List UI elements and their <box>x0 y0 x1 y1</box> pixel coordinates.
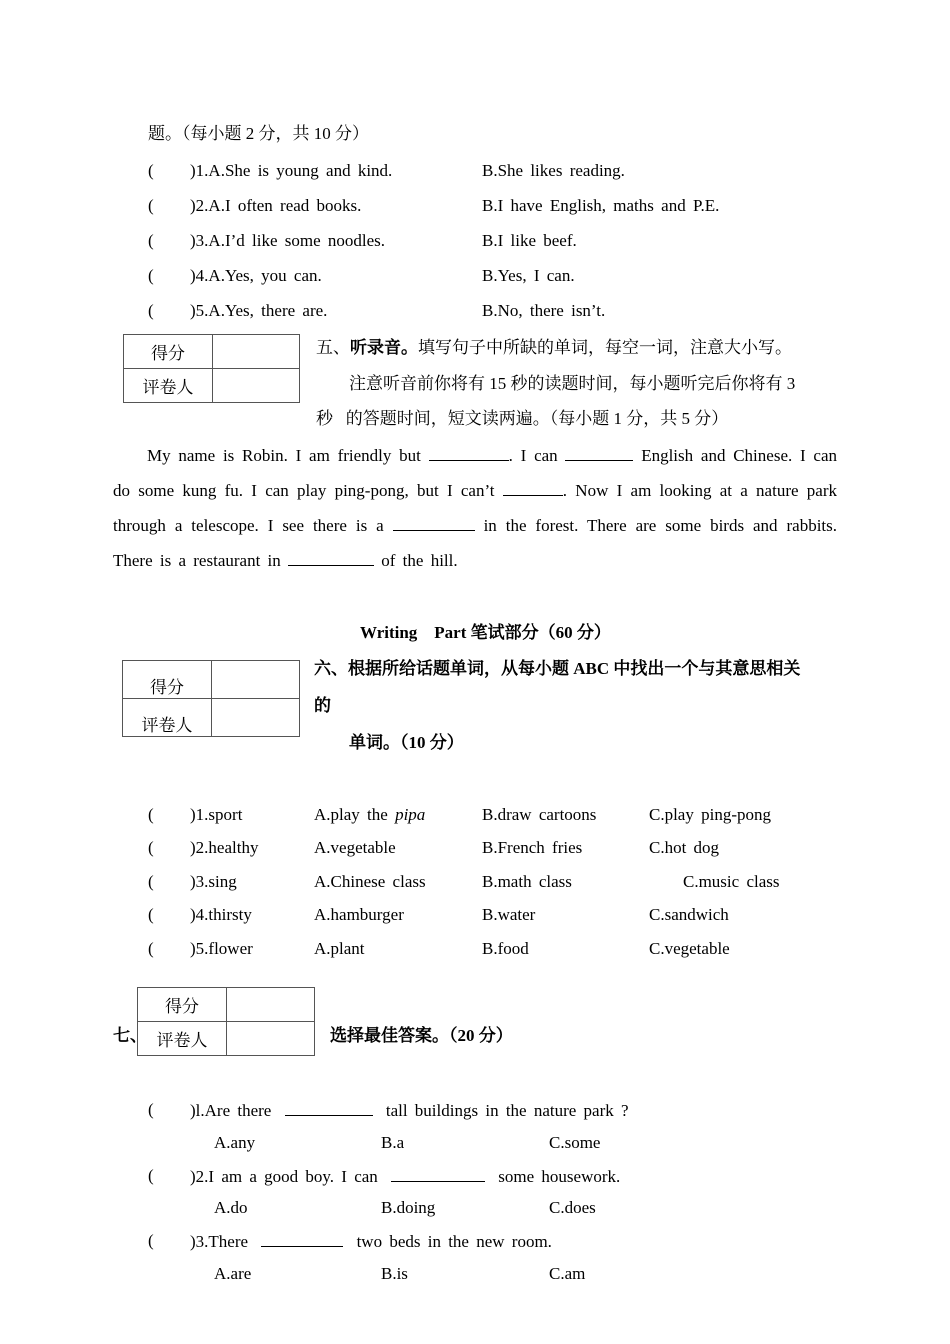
question <box>190 1167 620 1185</box>
score-box-section5 <box>123 334 300 403</box>
question <box>190 1101 629 1119</box>
option-a: A.plant <box>314 939 365 958</box>
option-a: A.Chinese class <box>314 872 426 891</box>
section4-instruction-tail: 题。（每小题 2 分，共 10 分） <box>148 124 369 143</box>
answer-paren: ( <box>148 231 154 250</box>
score-field[interactable] <box>213 335 300 369</box>
topic-word: )3.sing <box>190 872 237 891</box>
answer-paren: ( <box>148 1166 154 1185</box>
blank-4[interactable] <box>393 516 475 531</box>
question-text: )3.There <box>190 1232 249 1251</box>
score-field[interactable] <box>227 988 315 1022</box>
grader-label: 评卷人 <box>138 1022 227 1056</box>
grader-field[interactable] <box>212 699 300 737</box>
section6-title-line3: 单词。（10 分） <box>349 733 464 752</box>
question-text: )2.I am a good boy. I can <box>190 1167 378 1186</box>
answer-blank[interactable] <box>391 1167 485 1182</box>
section-title-rest: 填写句子中所缺的单词，每空一词，注意大小写。 <box>418 338 792 357</box>
answer-paren: ( <box>148 939 154 958</box>
topic-word: )4.thirsty <box>190 905 252 924</box>
option-c: C.some <box>549 1133 601 1152</box>
writing-part-header: Writing Part 笔试部分（60 分） <box>360 623 611 642</box>
option-c: C.does <box>549 1198 596 1217</box>
grader-field[interactable] <box>213 369 300 403</box>
score-field[interactable] <box>212 661 300 699</box>
section6-title-line1: 六、根据所给话题单词，从每小题 ABC 中找出一个与其意思相关 <box>314 659 801 678</box>
section5-instruction-line2: 注意听音前你将有 15 秒的读题时间，每小题听完后你将有 3 <box>349 374 796 393</box>
section5-title <box>316 339 792 356</box>
list-item <box>148 267 154 284</box>
option-c: C.am <box>549 1264 586 1283</box>
question-text: )l.Are there <box>190 1101 272 1120</box>
section5-instruction-line3: 秒 的答题时间，短文读两遍。（每小题 1 分，共 5 分） <box>316 409 729 428</box>
option-b: B.draw cartoons <box>482 805 597 824</box>
answer-paren: ( <box>148 301 154 320</box>
score-label: 得分 <box>138 988 227 1022</box>
list-item <box>148 197 154 214</box>
answer-blank[interactable] <box>285 1101 373 1116</box>
question-option-a: )2.A.I often read books. <box>190 196 362 215</box>
option-a: A.any <box>214 1133 256 1152</box>
question-option-a: )1.A.She is young and kind. <box>190 161 393 180</box>
question-text: tall buildings in the nature park ? <box>385 1101 629 1120</box>
question-text: two beds in the new room. <box>356 1232 552 1251</box>
question-option-a: )4.A.Yes, you can. <box>190 266 322 285</box>
answer-paren: ( <box>148 1231 154 1250</box>
passage-text: of the hill. <box>381 551 458 570</box>
list-item <box>148 302 154 319</box>
section-number: 五、 <box>316 338 350 357</box>
blank-1[interactable] <box>429 446 509 461</box>
option-b: B.is <box>381 1264 408 1283</box>
answer-paren: ( <box>148 196 154 215</box>
option-a-text: A.play the <box>314 805 396 824</box>
passage-text: . I can <box>508 446 558 465</box>
section7-title: 选择最佳答案。（20 分） <box>330 1026 513 1045</box>
section6-title-line2: 的 <box>314 696 331 715</box>
option-c: C.play ping-pong <box>649 805 771 824</box>
answer-paren: ( <box>148 872 154 891</box>
blank-5[interactable] <box>288 551 374 566</box>
option-b: B.water <box>482 905 536 924</box>
section-title-bold: 听录音。 <box>350 338 418 357</box>
option-b: B.French fries <box>482 838 583 857</box>
option-b: B.food <box>482 939 529 958</box>
score-box-section7 <box>137 987 315 1056</box>
section7-number: 七、 <box>113 1026 147 1045</box>
answer-paren: ( <box>148 838 154 857</box>
passage-text: in the forest. There are some birds and rabbits. There is a restaurant in <box>113 516 838 570</box>
option-b: B.math class <box>482 872 572 891</box>
score-label: 得分 <box>123 661 212 699</box>
option-a <box>314 806 425 823</box>
blank-2[interactable] <box>565 446 633 461</box>
answer-paren: ( <box>148 161 154 180</box>
option-c: C.sandwich <box>649 905 729 924</box>
passage-text: My name is Robin. I am friendly but <box>147 446 421 465</box>
answer-paren: ( <box>148 905 154 924</box>
option-b: B.doing <box>381 1198 436 1217</box>
answer-blank[interactable] <box>261 1232 343 1247</box>
question-option-a: )5.A.Yes, there are. <box>190 301 328 320</box>
option-b: B.a <box>381 1133 405 1152</box>
score-box-section6 <box>122 660 300 737</box>
option-a: A.are <box>214 1264 252 1283</box>
question-option-b: B.Yes, I can. <box>482 266 575 285</box>
option-a: A.vegetable <box>314 838 396 857</box>
question-option-b: B.She likes reading. <box>482 161 625 180</box>
blank-3[interactable] <box>503 481 563 496</box>
grader-field[interactable] <box>227 1022 315 1056</box>
list-item <box>148 232 154 249</box>
answer-paren: ( <box>148 805 154 824</box>
question-option-b: B.I like beef. <box>482 231 577 250</box>
question <box>190 1232 552 1250</box>
topic-word: )2.healthy <box>190 838 259 857</box>
question-option-b: B.No, there isn’t. <box>482 301 606 320</box>
question-option-b: B.I have English, maths and P.E. <box>482 196 720 215</box>
grader-label: 评卷人 <box>123 699 212 737</box>
answer-paren: ( <box>148 1100 154 1119</box>
listening-passage <box>113 438 837 578</box>
topic-word: )1.sport <box>190 805 243 824</box>
option-a-italic: pipa <box>395 805 426 824</box>
question-text: some housework. <box>498 1167 621 1186</box>
answer-paren: ( <box>148 266 154 285</box>
list-item <box>148 162 154 179</box>
option-a: A.do <box>214 1198 248 1217</box>
passage-text: English and Chinese. I can do some kung fu. I can play ping-pong, but I can’t <box>113 446 838 500</box>
score-label: 得分 <box>124 335 213 369</box>
question-option-a: )3.A.I’d like some noodles. <box>190 231 386 250</box>
topic-word: )5.flower <box>190 939 253 958</box>
option-a: A.hamburger <box>314 905 404 924</box>
passage-text: . Now I am looking at a nature park through a telescope. I see there is a <box>113 481 837 535</box>
option-c: C.hot dog <box>649 838 720 857</box>
option-c: C.vegetable <box>649 939 730 958</box>
grader-label: 评卷人 <box>124 369 213 403</box>
option-c: C.music class <box>683 872 780 891</box>
